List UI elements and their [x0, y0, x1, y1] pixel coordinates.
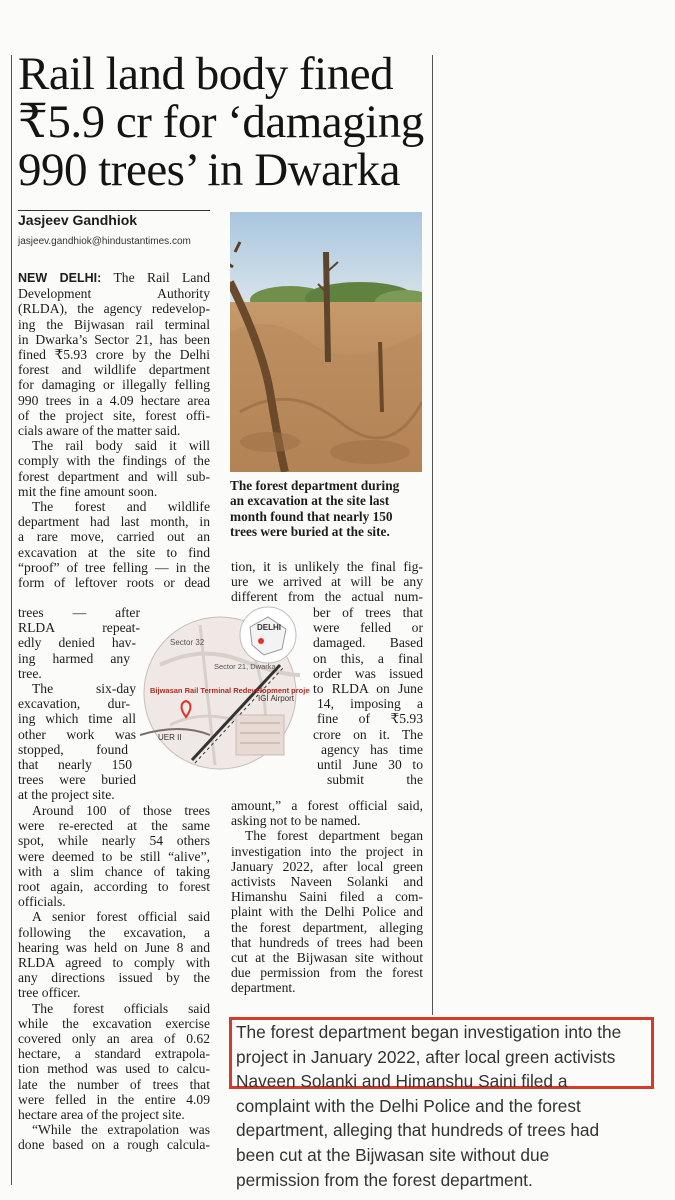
quote-line: permission from the forest department.: [236, 1169, 533, 1190]
text-line: different from the actual num-: [231, 589, 423, 605]
text-line: The rail body said it will: [32, 438, 210, 454]
caption-line: trees were buried at the site.: [230, 524, 390, 540]
text-line: a rare move, carried out an: [18, 529, 210, 545]
text-line: tion, it is unlikely the final fig-: [231, 559, 423, 574]
byline-email: jasjeev.gandhiok@hindustantimes.com: [18, 236, 191, 247]
text-line: cut at the Bijwasan site without: [231, 950, 423, 966]
text-line: of the project site, forest offi-: [18, 407, 210, 423]
text-line: “proof” of tree felling — in the: [18, 559, 210, 575]
text-line: ure we arrived at will be any: [231, 574, 423, 590]
text-line: [18, 270, 210, 286]
text-line: tree.: [18, 665, 42, 681]
text-line: form of leftover roots or dead: [18, 575, 210, 591]
text-line: following the excavation, a: [18, 924, 210, 940]
text-line: for damaging or illegally felling: [18, 377, 210, 393]
text-line: at the project site.: [18, 787, 115, 803]
text-line: A senior forest official said: [32, 909, 210, 925]
text-line: asking not to be named.: [231, 813, 361, 829]
text-line: The Rail Land: [113, 270, 210, 285]
text-line: forest department and will sub-: [18, 468, 210, 484]
text-line: investigation into the project in: [231, 843, 423, 859]
text-line: comply with the findings of the: [18, 453, 210, 469]
text-line: excavation, dur-: [18, 696, 130, 712]
text-line: plaint with the Delhi Police and: [231, 904, 423, 920]
headline: [18, 50, 428, 194]
text-line: The six-day: [32, 681, 136, 697]
text-line: other work was: [18, 726, 136, 742]
byline-rule: [18, 210, 210, 211]
location-map-graphic: [140, 605, 310, 775]
text-line: The forest and wildlife: [32, 499, 210, 515]
text-line: cials aware of the matter said.: [18, 423, 181, 439]
column-2-top: [231, 559, 423, 605]
caption-line: The forest department during: [230, 478, 400, 493]
text-line: officials.: [18, 894, 66, 910]
left-column-rule: [11, 55, 12, 1185]
text-line: mit the fine amount soon.: [18, 483, 158, 499]
text-line: agency has time: [321, 741, 423, 757]
text-line: the forest department, alleging: [231, 919, 423, 935]
column-1-wrap: [18, 605, 140, 803]
excavation-photo: [230, 212, 422, 472]
text-line: fined ₹5.93 crore by the Delhi: [18, 347, 210, 363]
text-line: late the number of trees that: [18, 1076, 210, 1092]
text-line: were felled or: [313, 620, 423, 636]
text-line: in Dwarka’s Sector 21, has been: [18, 331, 210, 347]
text-line: on this, a final: [313, 650, 423, 666]
text-line: Around 100 of those trees: [32, 803, 210, 818]
text-line: ing the Bijwasan rail terminal: [18, 316, 210, 332]
text-line: hearing was held on June 8 and: [18, 939, 210, 955]
text-line: trees — after: [18, 605, 140, 620]
headline-line: Rail land body fined: [18, 48, 394, 100]
text-line: that hundreds of trees had been: [231, 934, 423, 950]
quote-line: Naveen Solanki and Himanshu Saini filed a: [236, 1071, 568, 1092]
text-line: 990 trees in a 4.09 hectare area: [18, 392, 210, 408]
quote-line: department, alleging that hundreds of trees had: [236, 1120, 600, 1141]
text-line: tree officer.: [18, 985, 81, 1001]
text-line: The forest department began: [245, 828, 423, 844]
text-line: root again, according to forest: [18, 879, 210, 895]
quote-line: project in January 2022, after local green activists: [236, 1046, 616, 1067]
text-line: (RLDA), the agency redevelop-: [18, 301, 210, 317]
text-line: covered only an area of 0.62: [18, 1031, 210, 1047]
text-line: damaged. Based: [313, 635, 423, 651]
dateline: NEW DELHI:: [18, 271, 102, 285]
text-line: hectare, a standard extrapola-: [18, 1046, 210, 1062]
text-line: were deemed to be still “alive”,: [18, 848, 210, 864]
column-1-lower: [18, 803, 210, 1153]
quote-line: The forest department began investigation into the: [236, 1022, 622, 1042]
column-2-lower: [231, 798, 423, 996]
text-line: department.: [231, 980, 296, 996]
map-sector32-label: Sector 32: [170, 638, 205, 647]
map-airport-label: IGI Airport: [258, 694, 295, 703]
byline-name: Jasjeev Gandhiok: [18, 212, 138, 228]
text-line: Development Authority: [18, 286, 210, 302]
text-line: forest and wildlife department: [18, 362, 210, 378]
column-1-top: [18, 270, 210, 590]
text-line: tion method was used to calcu-: [18, 1061, 210, 1077]
text-line: fine of ₹5.93: [317, 711, 423, 727]
map-project-label: Bijwasan Rail Terminal Redevelopment project: [150, 686, 310, 695]
headline-line: ₹5.9 cr for ‘damaging: [18, 96, 424, 148]
text-line: amount,” a forest official said,: [231, 798, 423, 813]
location-map: [140, 605, 310, 775]
text-line: ing harmed any: [18, 650, 130, 666]
map-uer-label: UER II: [158, 733, 182, 742]
text-line: with a slim chance of taking: [18, 863, 210, 879]
caption-line: month found that nearly 150: [230, 508, 393, 524]
text-line: due permission from the forest: [231, 965, 423, 981]
text-line: that nearly 150: [18, 757, 132, 773]
text-line: crore on it. The: [313, 726, 423, 742]
text-line: “While the extrapolation was: [32, 1122, 210, 1138]
excavation-photo-image: [230, 212, 422, 472]
text-line: The forest officials said: [32, 1000, 210, 1016]
text-line: department had last month, in: [18, 514, 210, 530]
text-line: submit the: [327, 772, 423, 788]
text-line: 14, imposing a: [317, 696, 423, 712]
text-line: Himanshu Saini filed a com-: [231, 889, 423, 905]
text-line: until June 30 to: [317, 757, 423, 773]
text-line: while the excavation exercise: [18, 1015, 210, 1031]
text-line: January 2022, after local green: [231, 858, 423, 874]
column-2-wrap: [313, 605, 423, 787]
text-line: edly denied hav-: [18, 635, 136, 651]
headline-line: 990 trees’ in Dwarka: [18, 144, 400, 196]
text-line: RLDA repeat-: [18, 620, 140, 636]
photo-caption: [230, 478, 425, 540]
text-line: stopped, found: [18, 741, 128, 757]
map-sector21-label: Sector 21, Dwarka: [214, 662, 276, 671]
right-column-rule: [432, 55, 433, 1015]
highlighted-quote: [236, 1020, 656, 1192]
text-line: trees were buried: [18, 772, 136, 788]
map-delhi-label: DELHI: [257, 623, 281, 632]
text-line: were felled in the entire 4.09: [18, 1091, 210, 1107]
quote-line: complaint with the Delhi Police and the forest: [236, 1095, 581, 1116]
text-line: to RLDA on June: [313, 681, 423, 697]
text-line: hectare area of the project site.: [18, 1107, 185, 1123]
text-line: excavation at the site to find: [18, 544, 210, 560]
text-line: ing which time all: [18, 711, 136, 727]
text-line: were re-erected at the same: [18, 818, 210, 834]
text-line: activists Naveen Solanki and: [231, 874, 423, 890]
text-line: order was issued: [313, 665, 423, 681]
caption-line: an excavation at the site last: [230, 493, 390, 509]
text-line: ber of trees that: [313, 605, 423, 620]
text-line: spot, while nearly 54 others: [18, 833, 210, 849]
text-line: RLDA agreed to comply with: [18, 955, 210, 971]
text-line: done based on a rough calcula-: [18, 1137, 210, 1153]
text-line: any directions issued by the: [18, 970, 210, 986]
quote-line: been cut at the Bijwasan site without due: [236, 1144, 550, 1165]
